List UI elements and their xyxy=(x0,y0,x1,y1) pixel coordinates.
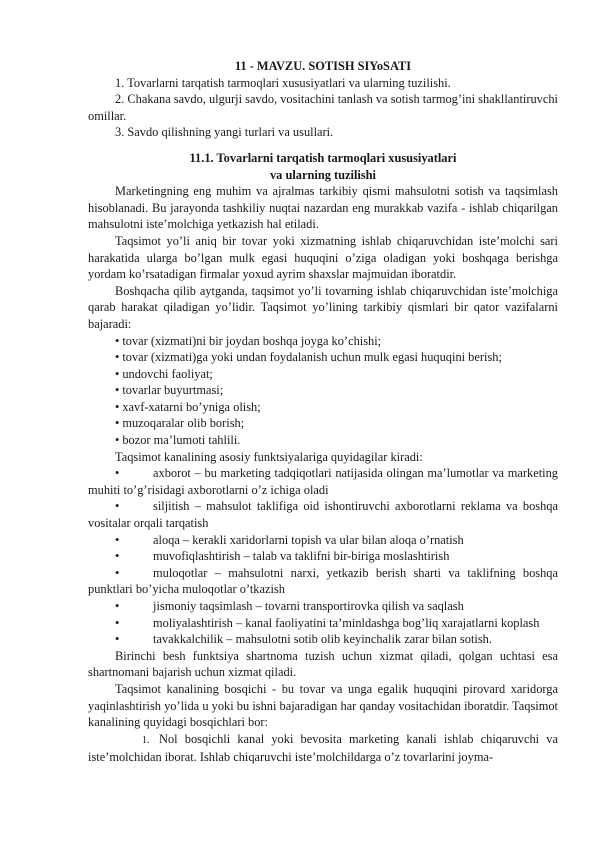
bullet-icon: • xyxy=(115,549,120,564)
page-title: 11 - MAVZU. SOTISH SIYoSATI xyxy=(234,59,412,73)
paragraph: Birinchi besh funktsiya shartnoma tuzish uchun xizmat qiladi, qolgan uchtasi esa shartnomani bajarish uchun xizmat qiladi. xyxy=(88,648,558,680)
bullet-icon: • xyxy=(115,499,120,514)
function-item: • aloqa – kerakli xaridorlarni topish va ular bilan aloqa o’rnatish xyxy=(115,532,464,547)
section-title-line2: va ularning tuzilishi xyxy=(269,167,377,182)
functions-intro: Taqsimot kanalining asosiy funktsiyalariga quyidagilar kiradi: xyxy=(115,449,423,464)
section-title: 11.1. Tovarlarni tarqatish tarmoqlari xususiyatlari xyxy=(189,150,457,165)
bullet-item: • tovar (xizmati)ga yoki undan foydalanish uchun mulk egasi huquqini berish; xyxy=(88,349,558,366)
function-item: • axborot – bu marketing tadqiqotlari natijasida olingan ma’lumotlar va marketing muhiti to’g’risidagi axborotlarni o’z ichiga oladi xyxy=(88,466,558,497)
bullet-item: • bozor ma’lumoti tahlili. xyxy=(88,432,558,449)
bullet-icon: • xyxy=(115,532,120,547)
function-item: • muvofiqlashtirish – talab va taklifni bir-biriga moslashtirish xyxy=(115,549,450,564)
paragraph: Taqsimot yo’li aniq bir tovar yoki xizmatning ishlab chiqaruvchidan iste’molchi sari harakatida ularga bo’lgan mulk egasi huquqini o’ziga oladigan yoki boshqaga berishga yordam ko’rsatadigan firmalar yoxud ayrim shaxslar majmuidan iboratdir. xyxy=(88,233,558,282)
function-item: • moliyalashtirish – kanal faoliyatini ta’minldashga bog’liq xarajatlarni koplash xyxy=(115,615,540,630)
intro-item: 2. Chakana savdo, ulgurji savdo, vositachini tanlash va sotish tarmog’ini shakllantiruvchi omillar. xyxy=(88,92,558,123)
bullet-icon: • xyxy=(115,565,120,580)
bullet-icon: • xyxy=(115,615,120,630)
bullet-item: • muzoqaralar olib borish; xyxy=(88,415,558,432)
function-item: • siljitish – mahsulot taklifiga oid ishontiruvchi axborotlarni reklama va boshqa vositalar orqali tarqatish xyxy=(88,499,558,531)
numbered-item: 1. Nol bosqichli kanal yoki bevosita marketing kanali ishlab chiqaruvchi va iste’molchidan iborat. Ishlab chiqaruvchi iste’molchildarga o’z tovarlarini joyma- xyxy=(88,731,558,765)
paragraph: Boshqacha qilib aytganda, taqsimot yo’li tovarning ishlab chiqaruvchidan iste’molchiga qarab harakat qiladigan yo’lidir. Taqsimot yo’lining tarkibiy qismlari bir qator vazifalarni bajaradi: xyxy=(88,283,558,331)
bullet-item: • tovarlar buyurtmasi; xyxy=(88,382,558,399)
paragraph: Taqsimot kanalining bosqichi - bu tovar va unga egalik huquqini pirovard xaridorga yaqinlashtirish yo’lida u yoki bu ishni bajaradigan har qanday vositachidan iboratdir. Taqsimot kanalining quyidagi bosqichlari bor: xyxy=(88,681,558,730)
bullet-icon: • xyxy=(115,466,120,481)
function-item: • tavakkalchilik – mahsulotni sotib olib keyinchalik zarar bilan sotish. xyxy=(115,632,492,647)
paragraph: Marketingning eng muhim va ajralmas tarkibiy qismi mahsulotni sotish va taqsimlash hisoblanadi. Bu jarayonda tashkiliy nuqtai nazardan eng murakkab vazifa - ishlab chiqarilgan mahsulotni iste’molchiga yetkazish hal etiladi. xyxy=(88,184,558,232)
intro-item: 3. Savdo qilishning yangi turlari va usullari. xyxy=(115,125,334,140)
list-number: 1. xyxy=(142,734,150,746)
bullet-item: • tovar (xizmati)ni bir joydan boshqa joyga ko’chishi; xyxy=(88,333,558,350)
bullet-item: • xavf-xatarni bo’yniga olish; xyxy=(88,399,558,416)
function-item: • muloqotlar – mahsulotni narxi, yetkazib berish sharti va taklifning boshqa punktlari bo’yicha muloqotlar o’tkazish xyxy=(88,565,558,597)
intro-item: 1. Tovarlarni tarqatish tarmoqlari xususiyatlari va ularning tuzilishi. xyxy=(115,75,451,90)
document-page xyxy=(88,58,558,766)
bullet-icon: • xyxy=(115,599,120,613)
bullet-icon: • xyxy=(115,632,120,647)
function-item: • jismoniy taqsimlash – tovarni transportirovka qilish va saqlash xyxy=(115,599,464,613)
bullet-item: • undovchi faoliyat; xyxy=(88,366,558,383)
